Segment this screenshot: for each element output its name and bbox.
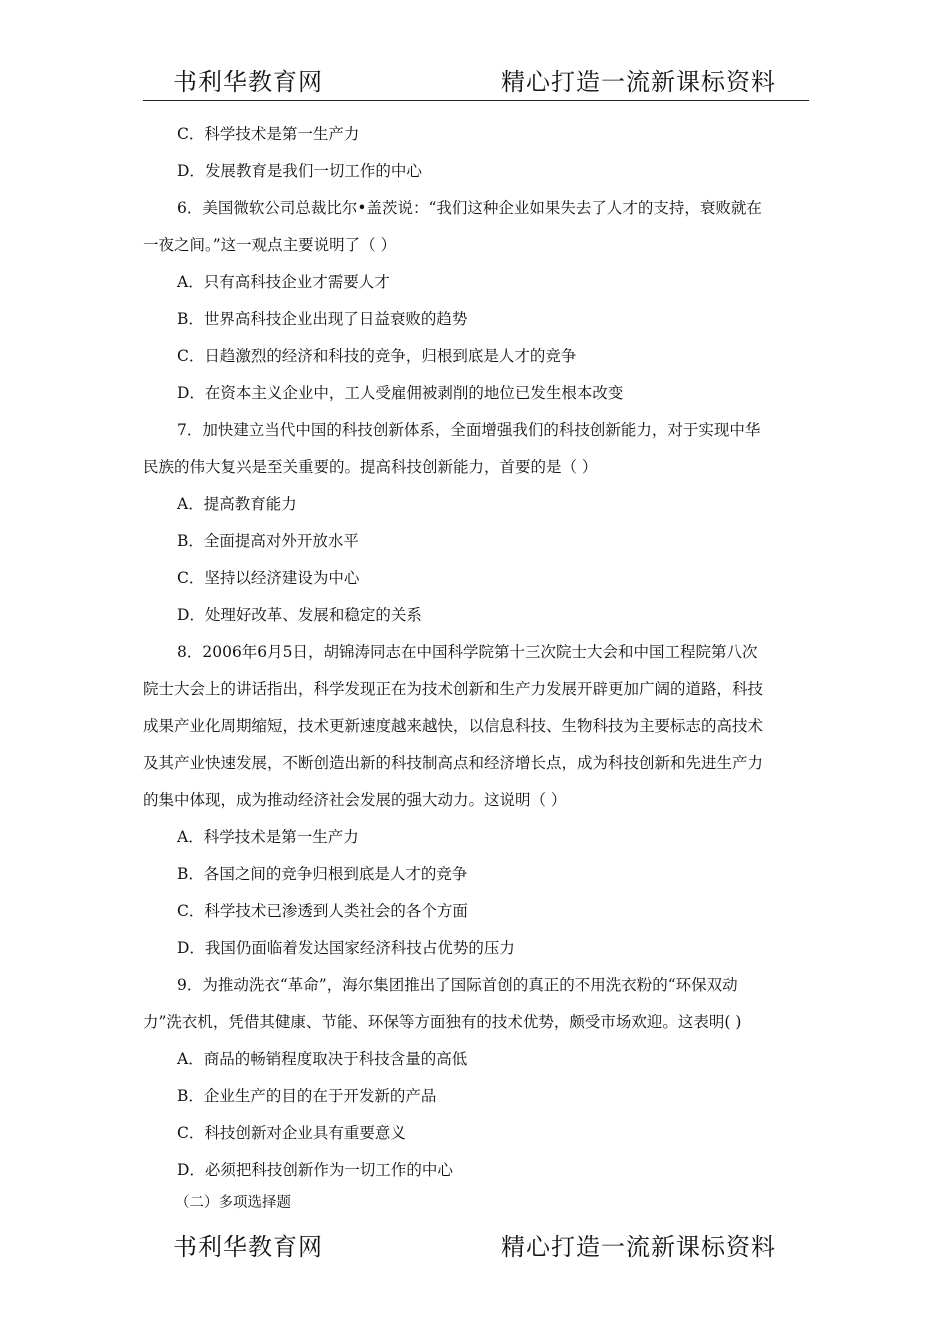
option-b: B．世界高科技企业出现了日益衰败的趋势: [177, 310, 468, 328]
option-d: D．必须把科技创新作为一切工作的中心: [177, 1161, 453, 1179]
header-slogan: 精心打造一流新课标资料: [501, 68, 776, 96]
option-c: C．坚持以经济建设为中心: [177, 569, 360, 587]
option-a: A．商品的畅销程度取决于科技含量的高低: [177, 1050, 468, 1068]
option-c: C．日趋激烈的经济和科技的竞争，归根到底是人才的竞争: [177, 347, 577, 365]
question-text: 7．加快建立当代中国的科技创新体系，全面增强我们的科技创新能力，对于实现中华: [177, 421, 761, 439]
option-d: D．发展教育是我们一切工作的中心: [177, 162, 422, 180]
option-b: B．企业生产的目的在于开发新的产品: [177, 1087, 437, 1105]
question-7: [143, 412, 809, 634]
footer-slogan: 精心打造一流新课标资料: [501, 1233, 776, 1261]
option-b: B．全面提高对外开放水平: [177, 532, 359, 550]
footer-site-name: 书利华教育网: [173, 1233, 323, 1261]
option-d: D．在资本主义企业中，工人受雇佣被剥削的地位已发生根本改变: [177, 384, 624, 402]
question-text: 民族的伟大复兴是至关重要的。提高科技创新能力，首要的是（ ）: [143, 458, 598, 476]
question-text: 的集中体现，成为推动经济社会发展的强大动力。这说明（ ）: [143, 791, 567, 809]
header-site-name: 书利华教育网: [173, 68, 323, 96]
question-8: [143, 634, 809, 967]
question-text: 成果产业化周期缩短，技术更新速度越来越快，以信息科技、生物科技为主要标志的高技术: [143, 717, 764, 735]
option-d: D．我国仍面临着发达国家经济科技占优势的压力: [177, 939, 515, 957]
option-c: C．科学技术已渗透到人类社会的各个方面: [177, 902, 468, 920]
question-9: [143, 967, 809, 1189]
document-body: [143, 116, 809, 1217]
page-footer: [143, 1225, 809, 1265]
question-6: [143, 190, 809, 412]
question-text: 院士大会上的讲话指出，科学发现正在为技术创新和生产力发展开辟更加广阔的道路，科技: [143, 680, 764, 698]
option-a: A．科学技术是第一生产力: [177, 828, 359, 846]
option-d: D．处理好改革、发展和稳定的关系: [177, 606, 422, 624]
option-b: B．各国之间的竞争归根到底是人才的竞争: [177, 865, 468, 883]
option-a: A．只有高科技企业才需要人才: [177, 273, 390, 291]
question-text: 8．2006年6月5日，胡锦涛同志在中国科学院第十三次院士大会和中国工程院第八次: [177, 643, 758, 661]
section-title: （二）多项选择题: [175, 1195, 291, 1211]
option-c: C．科技创新对企业具有重要意义: [177, 1124, 406, 1142]
option-c: C．科学技术是第一生产力: [177, 125, 360, 143]
question-text: 9．为推动洗衣“革命”，海尔集团推出了国际首创的真正的不用洗衣粉的“环保双动: [177, 976, 738, 994]
question-text: 及其产业快速发展，不断创造出新的科技制高点和经济增长点，成为科技创新和先进生产力: [143, 754, 764, 772]
question-text: 6．美国微软公司总裁比尔•盖茨说：“我们这种企业如果失去了人才的支持，衰败就在: [177, 199, 762, 217]
question-text: 力”洗衣机，凭借其健康、节能、环保等方面独有的技术优势，颇受市场欢迎。这表明( ): [143, 1013, 742, 1031]
page-header: [143, 60, 809, 101]
option-a: A．提高教育能力: [177, 495, 297, 513]
question-text: 一夜之间。”这一观点主要说明了（ ）: [143, 236, 397, 254]
